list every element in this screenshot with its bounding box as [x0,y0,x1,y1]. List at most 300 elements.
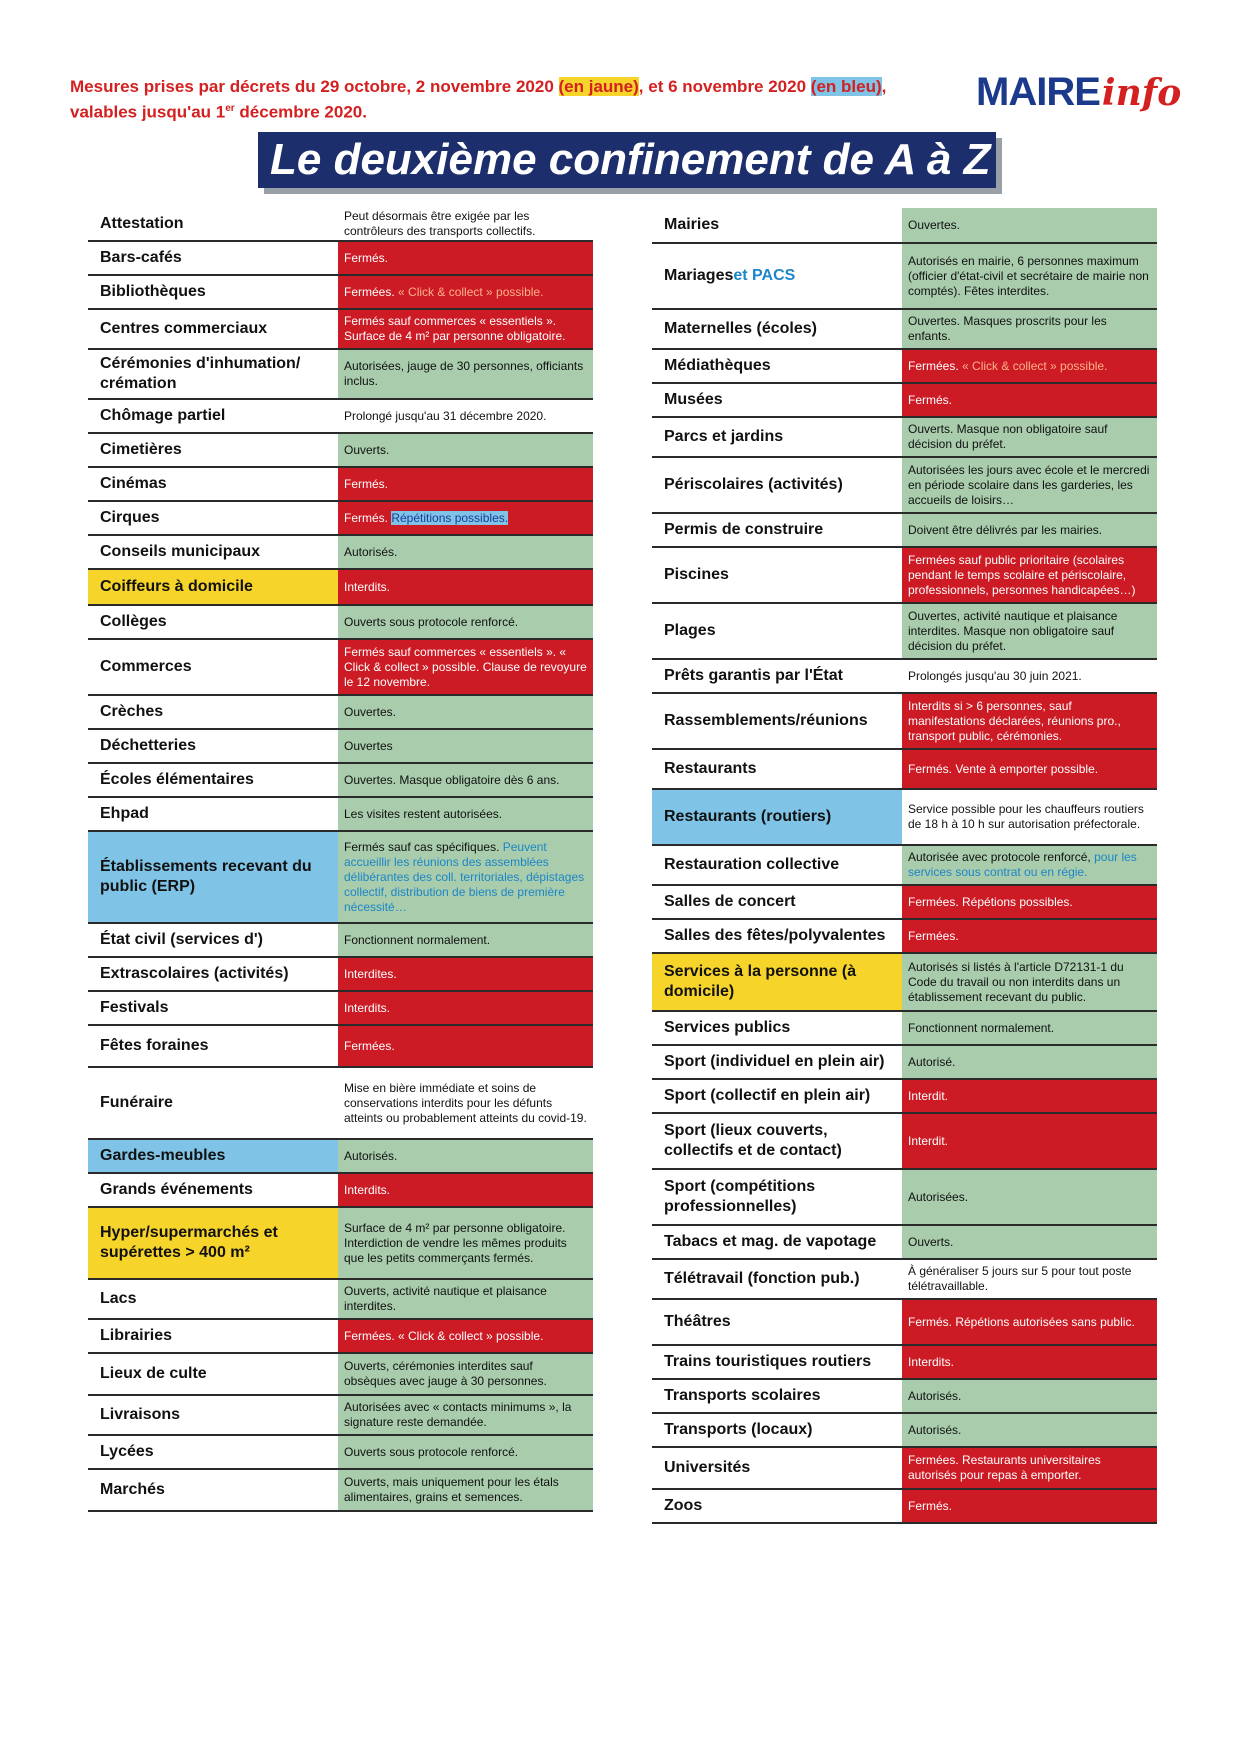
table-row-restaurants-routiers [652,790,1157,846]
table-row-sport-collectif-en-plein-air [652,1080,1157,1114]
row-label [88,276,338,308]
row-label-text: Services à la personne (à domicile) [664,963,857,1000]
row-label [88,1354,338,1394]
table-row-creches [88,696,593,730]
row-value-red [902,750,1157,788]
row-label [88,350,338,398]
row-label [652,886,902,918]
table-row-maternelles-ecoles [652,310,1157,350]
row-value-text: Autorisés en mairie, 6 personnes maximum (officier d'état-civil et secrétaire de mairie non comptés). Fêtes interdites. [908,253,1149,298]
row-value-text: Fermés. [344,510,392,525]
row-label-text: Transports scolaires [664,1387,821,1404]
row-value-text: Surface de 4 m² par personne obligatoire. Interdiction de vendre les mêmes produits que les petits commerçants fermés. [344,1220,567,1265]
row-label-text: Transports (locaux) [664,1421,813,1438]
row-value-red [338,502,593,534]
row-value-extra: pour les services sous contrat ou en régie. [908,850,1137,879]
table-row-transports-scolaires [652,1380,1157,1414]
row-label-text: Salles des fêtes/polyvalentes [664,927,886,944]
row-label-text: Livraisons [100,1406,181,1423]
row-label [652,458,902,512]
table-row-colleges [88,606,593,640]
table-row-cimetieres [88,434,593,468]
row-label [88,924,338,956]
row-label [652,350,902,382]
row-value-white [338,400,593,432]
table-row-sport-individuel-en-plein-air [652,1046,1157,1080]
row-label-text: Centres commerciaux [100,320,268,337]
row-label-text: Sport (collectif en plein air) [664,1087,871,1104]
table-row-zoos [652,1490,1157,1524]
row-value-text: Fermées. Restaurants universitaires autorisés pour repas à emporter. [908,1453,1101,1482]
table-row-teletravail-fonction-pub [652,1260,1157,1300]
row-label-text: Tabacs et mag. de vapotage [664,1233,877,1250]
row-value-red [902,920,1157,952]
row-label [652,1114,902,1168]
row-label [88,832,338,922]
row-value-text: Autorisés si listés à l'article D72131-1 du Code du travail ou non interdits dans un établissement recevant du public. [908,959,1124,1004]
row-label [88,310,338,348]
row-label-text: Sport (individuel en plein air) [664,1053,885,1070]
row-value-red [338,242,593,274]
row-value-green [338,1354,593,1394]
row-value-green [338,764,593,796]
row-label-text: Prêts garantis par l'État [664,667,843,684]
row-value-text: Fermés. Vente à emporter possible. [908,761,1099,776]
row-label [88,400,338,432]
row-label [652,1490,902,1522]
row-value-text: Doivent être délivrés par les mairies. [908,522,1103,537]
row-label [88,798,338,830]
row-label [88,606,338,638]
row-value-text: Fermés. [908,392,953,407]
table-row-conseils-municipaux [88,536,593,570]
row-value-text: Fermés. Répétions autorisées sans public. [908,1314,1135,1329]
row-label [88,958,338,990]
row-value-red [338,992,593,1024]
row-label [88,434,338,466]
row-label-text: Permis de construire [664,521,824,538]
row-value-red [338,1320,593,1352]
row-label [652,1260,902,1298]
intro-sup: er [225,103,235,114]
row-value-text: Ouverts sous protocole renforcé. [344,614,519,629]
row-value-text: Autorisés. [908,1422,962,1437]
row-label [88,1436,338,1468]
table-row-parcs-et-jardins [652,418,1157,458]
row-label [88,242,338,274]
row-value-text: Autorisées, jauge de 30 personnes, officiants inclus. [344,359,584,388]
row-label [88,1396,338,1434]
row-label-extra: et PACS [733,267,796,284]
table-row-etablissements-recevant-du-public-erp [88,832,593,924]
row-value-extra: « Click & collect » possible. [962,358,1108,373]
row-value-text: Fermés. [908,1498,953,1513]
row-value-text: Interdits. [344,579,391,594]
table-row-centres-commerciaux [88,310,593,350]
row-label [88,696,338,728]
row-label-text: Trains touristiques routiers [664,1353,872,1370]
row-label [88,468,338,500]
row-label [88,764,338,796]
table-row-etat-civil-services-d [88,924,593,958]
row-value-red [338,570,593,604]
row-value-green [338,798,593,830]
row-value-red [902,1346,1157,1378]
row-value-white [338,208,593,240]
row-label [652,208,902,242]
table-row-piscines [652,548,1157,604]
row-label [652,310,902,348]
row-label-text: Hyper/supermarchés et supérettes > 400 m² [100,1224,278,1261]
table-row-bars-cafes [88,242,593,276]
table-row-services-a-la-personne-a-domicile [652,954,1157,1012]
table-row-cinemas [88,468,593,502]
row-value-text: Interdits. [908,1354,955,1369]
row-value-green [338,1396,593,1434]
row-value-green [338,350,593,398]
row-label [652,514,902,546]
row-label-text: Librairies [100,1327,173,1344]
row-label-text: Funéraire [100,1094,173,1111]
row-value-extra: Peuvent accueillir les réunions des assemblées délibérantes des coll. territoriales, dépistages collectif, distribution de biens de première nécessité… [344,839,585,914]
table-row-chomage-partiel [88,400,593,434]
table-row-restaurants [652,750,1157,790]
row-value-green [902,1170,1157,1224]
table-row-plages [652,604,1157,660]
row-value-green [338,1470,593,1510]
row-value-red [902,1114,1157,1168]
row-value-text: Interdit. [908,1088,949,1103]
table-row-theatres [652,1300,1157,1346]
row-value-red [902,1448,1157,1488]
row-value-text: Service possible pour les chauffeurs routiers de 18 h à 10 h sur autorisation préfectorale. [908,802,1144,831]
row-value-red [902,548,1157,602]
row-label-text: Mairies [664,216,720,233]
row-label-text: Festivals [100,999,169,1016]
row-value-text: Fermées. [344,284,399,299]
intro-yellow-legend: (en jaune) [558,77,639,96]
row-label-text: Services publics [664,1019,791,1036]
table-row-musees [652,384,1157,418]
row-value-text: Autorisés. [344,1148,398,1163]
row-label-text: Écoles élémentaires [100,771,254,788]
table-row-dechetteries [88,730,593,764]
row-value-text: Autorisées avec « contacts minimums », la signature reste demandée. [344,1400,572,1429]
row-value-red [338,468,593,500]
row-label [88,640,338,694]
row-label [88,730,338,762]
table-row-mairies [652,208,1157,244]
row-value-text: Ouverts, activité nautique et plaisance interdites. [344,1284,547,1313]
row-label-text: Lycées [100,1443,154,1460]
row-value-text: Ouverts, cérémonies interdites sauf obsèques avec jauge à 30 personnes. [344,1359,547,1388]
table-row-salles-de-concert [652,886,1157,920]
maire-info-logo [976,70,1186,130]
intro-part1: Mesures prises par décrets du 29 octobre, 2 novembre 2020 [70,77,559,96]
row-value-text: Prolongé jusqu'au 31 décembre 2020. [344,408,547,423]
row-label [88,1208,338,1278]
row-value-text: Ouvertes. [908,217,961,232]
row-value-text: Fermées. [908,358,963,373]
row-value-text: Fermées. Répétions possibles. [908,894,1073,909]
row-label [88,1140,338,1172]
row-value-red [902,1490,1157,1522]
row-label-text: Lieux de culte [100,1365,207,1382]
row-label-text: Parcs et jardins [664,428,784,445]
row-value-text: Autorisés. [908,1388,962,1403]
row-label [88,208,338,240]
row-value-text: Autorisées les jours avec école et le mercredi en période scolaire dans les garderies, les accueils de loisirs… [908,462,1150,507]
row-label [652,384,902,416]
table-row-lycees [88,1436,593,1470]
row-value-green [902,954,1157,1010]
row-value-red [338,1174,593,1206]
row-value-green [902,604,1157,658]
row-label-text: Bibliothèques [100,283,206,300]
row-label [652,1046,902,1078]
row-label-text: État civil (services d') [100,931,263,948]
row-value-red [338,276,593,308]
row-value-text: Ouverts. Masque non obligatoire sauf décision du préfet. [908,422,1108,451]
row-label [88,1174,338,1206]
row-label [652,1080,902,1112]
row-label [652,1414,902,1446]
row-value-text: Fermés sauf cas spécifiques. [344,839,503,854]
row-value-white [338,1068,593,1138]
intro-line2: valables jusqu'au 1 [70,102,226,122]
row-label-text: Restauration collective [664,856,840,873]
row-value-red [338,640,593,694]
page-title: Le deuxième confinement de A à Z [258,132,996,188]
row-label [652,1300,902,1344]
table-row-rassemblements-reunions [652,694,1157,750]
row-value-text: Ouvertes [344,738,393,753]
row-label-text: Plages [664,622,716,639]
row-label-text: Médiathèques [664,357,771,374]
row-value-text: Fermées. [344,1038,395,1053]
table-row-mediatheques [652,350,1157,384]
row-label-text: Périscolaires (activités) [664,476,843,493]
row-value-green [338,606,593,638]
row-value-text: Prolongés jusqu'au 30 juin 2021. [908,668,1082,683]
row-label [88,1320,338,1352]
row-label [652,244,902,308]
row-value-text: Fermés. [344,250,389,265]
row-value-text: Fonctionnent normalement. [908,1020,1055,1035]
row-value-red [902,384,1157,416]
row-value-text: Autorisés. [344,544,398,559]
row-value-text: Fermées. « Click & collect » possible. [344,1328,544,1343]
intro-part3: , [881,77,887,96]
row-value-text: Autorisées. [908,1189,969,1204]
row-label-text: Cirques [100,509,160,526]
row-value-green [902,458,1157,512]
row-value-green [338,536,593,568]
row-value-green [338,696,593,728]
row-label-text: Rassemblements/réunions [664,712,868,729]
table-row-funeraire [88,1068,593,1140]
row-value-text: Fermées. [908,928,959,943]
row-value-green [902,846,1157,884]
row-value-text: Ouverts. [344,442,390,457]
table-row-mariages [652,244,1157,310]
table-row-attestation [88,208,593,242]
row-label-text: Coiffeurs à domicile [100,578,253,595]
table-row-ceremonies-d-inhumation-cremation [88,350,593,400]
row-label-text: Marchés [100,1481,165,1498]
row-value-green [902,1414,1157,1446]
row-label [652,846,902,884]
row-value-red [338,958,593,990]
row-label-text: Collèges [100,613,167,630]
intro-line2-end: décembre 2020. [234,102,367,122]
row-label [652,1226,902,1258]
row-label-text: Conseils municipaux [100,543,261,560]
intro-blue-legend: (en bleu) [810,77,882,96]
row-value-green [338,1208,593,1278]
row-label-text: Crèches [100,703,164,720]
row-value-text: Interdits si > 6 personnes, sauf manifestations déclarées, réunions pro., transport public, cérémonies. [908,698,1121,743]
row-value-green [902,1012,1157,1044]
row-label [88,992,338,1024]
row-label [652,604,902,658]
table-row-hyper-supermarches-et-superettes-400-m [88,1208,593,1280]
row-label-text: Universités [664,1459,751,1476]
row-label [88,1280,338,1318]
row-label-text: Cimetières [100,441,182,458]
table-row-sport-lieux-couverts-collectifs-et-de-co [652,1114,1157,1170]
row-value-green [902,1046,1157,1078]
table-row-ecoles-elementaires [88,764,593,798]
row-label-text: Restaurants (routiers) [664,808,832,825]
table-row-bibliotheques [88,276,593,310]
logo-main: MAIRE [976,70,1100,114]
row-label-text: Établissements recevant du public (ERP) [100,858,312,895]
table-row-fetes-foraines [88,1026,593,1068]
row-value-red [902,1300,1157,1344]
row-value-text: Interdits. [344,1182,391,1197]
row-value-text: Ouvertes. [344,704,397,719]
table-row-universites [652,1448,1157,1490]
row-value-green [338,434,593,466]
row-value-green [902,418,1157,456]
row-label [652,1012,902,1044]
left-column [88,208,593,1512]
row-value-text: Fermés sauf commerces « essentiels ». « Click & collect » possible. Clause de revoyure le 12 novembre. [344,644,587,689]
row-value-red [902,1080,1157,1112]
table-row-services-publics [652,1012,1157,1046]
row-value-green [338,730,593,762]
row-label-text: Cinémas [100,475,167,492]
row-value-text: Fonctionnent normalement. [344,932,491,947]
row-label-text: Lacs [100,1290,137,1307]
row-label [88,1470,338,1510]
row-value-red [338,310,593,348]
row-label-text: Fêtes foraines [100,1037,209,1054]
row-label-text: Commerces [100,658,192,675]
row-label-text: Sport (compétitions professionnelles) [664,1178,816,1215]
table-row-permis-de-construire [652,514,1157,548]
row-label [652,1170,902,1224]
row-label [652,1448,902,1488]
table-row-ehpad [88,798,593,832]
row-label-text: Chômage partiel [100,407,226,424]
row-label-text: Gardes-meubles [100,1147,226,1164]
row-label [652,790,902,844]
row-value-green [338,1140,593,1172]
row-label [652,660,902,692]
row-value-green [902,514,1157,546]
row-value-text: À généraliser 5 jours sur 5 pour tout poste télétravaillable. [908,1264,1132,1293]
row-value-green [338,832,593,922]
row-label-text: Bars-cafés [100,249,182,266]
row-value-text: Interdit. [908,1133,949,1148]
row-label-text: Extrascolaires (activités) [100,965,289,982]
table-row-restauration-collective [652,846,1157,886]
table-row-livraisons [88,1396,593,1436]
row-value-green [902,208,1157,242]
row-label [652,1346,902,1378]
table-row-trains-touristiques-routiers [652,1346,1157,1380]
row-value-white [902,660,1157,692]
row-value-extra: Répétitions possibles. [391,510,509,525]
row-label-text: Restaurants [664,760,757,777]
row-label [652,750,902,788]
table-row-periscolaires-activites [652,458,1157,514]
row-value-green [902,244,1157,308]
row-value-text: Ouverts sous protocole renforcé. [344,1444,519,1459]
row-value-text: Ouvertes. Masque obligatoire dès 6 ans. [344,772,560,787]
table-row-marches [88,1470,593,1512]
row-value-green [338,924,593,956]
row-value-extra: « Click & collect » possible. [398,284,544,299]
row-label-text: Grands événements [100,1181,253,1198]
table-row-cirques [88,502,593,536]
row-label [652,954,902,1010]
row-label-text: Déchetteries [100,737,197,754]
row-value-red [338,1026,593,1066]
row-label-text: Télétravail (fonction pub.) [664,1270,860,1287]
row-label [88,1026,338,1066]
table-row-commerces [88,640,593,696]
row-value-green [902,310,1157,348]
table-row-sport-competitions-professionnelles [652,1170,1157,1226]
row-value-red [902,694,1157,748]
row-value-text: Interdites. [344,966,397,981]
row-label-text: Mariages [664,267,734,284]
table-row-coiffeurs-a-domicile [88,570,593,606]
table-row-prets-garantis-par-l-etat [652,660,1157,694]
row-value-text: Fermés. [344,476,389,491]
logo-script: info [1101,72,1182,114]
row-value-text: Ouverts, mais uniquement pour les étals alimentaires, grains et semences. [344,1475,559,1504]
row-label-text: Cérémonies d'inhumation/ crémation [100,355,301,392]
table-row-grands-evenements [88,1174,593,1208]
table-row-transports-locaux [652,1414,1157,1448]
table-row-extrascolaires-activites [88,958,593,992]
right-column [652,208,1157,1524]
row-label [88,536,338,568]
row-value-green [338,1436,593,1468]
table-row-tabacs-et-mag-de-vapotage [652,1226,1157,1260]
row-label [652,694,902,748]
row-label-text: Attestation [100,215,184,232]
row-value-white [902,1260,1157,1298]
row-value-text: Autorisée avec protocole renforcé, [908,850,1095,864]
row-value-text: Fermées sauf public prioritaire (scolaires pendant le temps scolaire et périscolaire, professionnels, personnes handicapées…) [908,552,1136,597]
row-label-text: Maternelles (écoles) [664,320,817,337]
row-label-text: Ehpad [100,805,149,822]
